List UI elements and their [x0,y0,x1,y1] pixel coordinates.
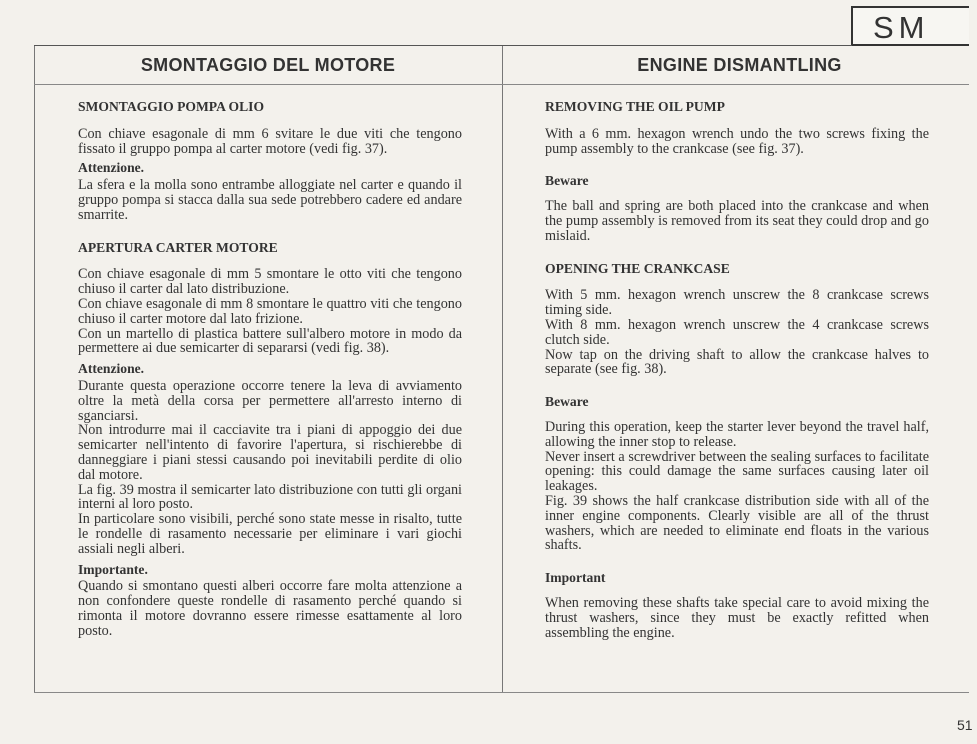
column-divider [502,46,503,692]
subheading: Attenzione. [78,160,145,176]
paragraph: Con chiave esagonale di mm 5 smontare le otto viti che tengono chiuso il carter dal lato distribuzione. [78,266,462,298]
paragraph: Con chiave esagonale di mm 8 smontare le quattro viti che tengono chiuso il carter motore dal lato frizione. [78,295,462,327]
left-column [78,100,462,639]
left-column-title: SMONTAGGIO DEL MOTORE [140,55,396,75]
paragraph: Non introdurre mai il cacciavite tra i piani di appoggio dei due semicarter nell'intento di favorire l'apertura, si rischierebbe di danneggiare i piani stessi causando poi inevitabili perdite di olio dal motore. [78,422,462,483]
paragraph: Quando si smontano questi alberi occorre fare molta attenzione a non confondere queste rondelle di rasamento perché quando si rimonta il motore dovranno essere rimesse esattamente al loro posto. [78,578,462,639]
section-tab-label: SM [873,10,930,45]
paragraph: With a 6 mm. hexagon wrench undo the two screws fixing the pump assembly to the crankcase (see fig. 37). [545,125,929,157]
paragraph: Durante questa operazione occorre tenere la leva di avviamento oltre la metà della corsa per permettere all'arresto interno di sganciarsi. [78,377,462,424]
paragraph: Con un martello di plastica battere sull'albero motore in modo da permettere ai due semicarter di separarsi (vedi fig. 38). [78,325,462,357]
paragraph: With 5 mm. hexagon wrench unscrew the 8 crankcase screws timing side. [545,287,929,319]
section-heading: SMONTAGGIO POMPA OLIO [78,99,265,114]
section-heading: REMOVING THE OIL PUMP [545,99,725,114]
right-column-title: ENGINE DISMANTLING [637,55,842,75]
subheading: Beware [545,394,589,410]
page-number: 51 [957,717,973,733]
paragraph: When removing these shafts take special care to avoid mixing the thrust washers, since they must be exactly refitted when assembling the engine. [545,594,929,641]
paragraph: The ball and spring are both placed into the crankcase and when the pump assembly is removed from its seat they could drop and go mislaid. [545,198,929,244]
subheading: Important [545,570,606,586]
bottom-rule [34,692,969,693]
header-rule-right [502,84,969,85]
paragraph: In particolare sono visibili, perché sono state messe in risalto, tutte le rondelle di rasamento necessarie per eliminare i vari giochi assiali negli alberi. [78,511,462,557]
left-border [34,46,35,692]
section-heading: APERTURA CARTER MOTORE [78,239,278,255]
paragraph: With 8 mm. hexagon wrench unscrew the 4 crankcase screws clutch side. [545,316,929,348]
subheading: Attenzione. [78,361,145,377]
section-tab [851,6,969,46]
paragraph: La sfera e la molla sono entrambe alloggiate nel carter e quando il gruppo pompa si stacca dalla sua sede potrebbero cadere ed andare smarrite. [78,177,462,223]
subheading: Beware [545,173,589,189]
paragraph: La fig. 39 mostra il semicarter lato distribuzione con tutti gli organi interni al loro posto. [78,481,462,513]
header-rule-left [34,84,502,85]
subheading: Importante. [78,561,148,577]
paragraph: Con chiave esagonale di mm 6 svitare le due viti che tengono fissato il gruppo pompa al carter motore (vedi fig. 37). [78,125,462,157]
top-rule [34,45,852,46]
paragraph: Never insert a screwdriver between the sealing surfaces to facilitate opening: this could damage the same surfaces causing later oil leakages. [545,448,929,495]
right-column [545,100,929,640]
paragraph: Fig. 39 shows the half crankcase distribution side with all of the inner engine components. Clearly visible are all of the thrust washers, which are needed to eliminate end floats in the various shafts. [545,492,929,554]
paragraph: Now tap on the driving shaft to allow the crankcase halves to separate (see fig. 38). [545,346,929,378]
paragraph: During this operation, keep the starter lever beyond the travel half, allowing the inner stop to release. [545,418,929,450]
section-heading: OPENING THE CRANKCASE [545,260,730,276]
